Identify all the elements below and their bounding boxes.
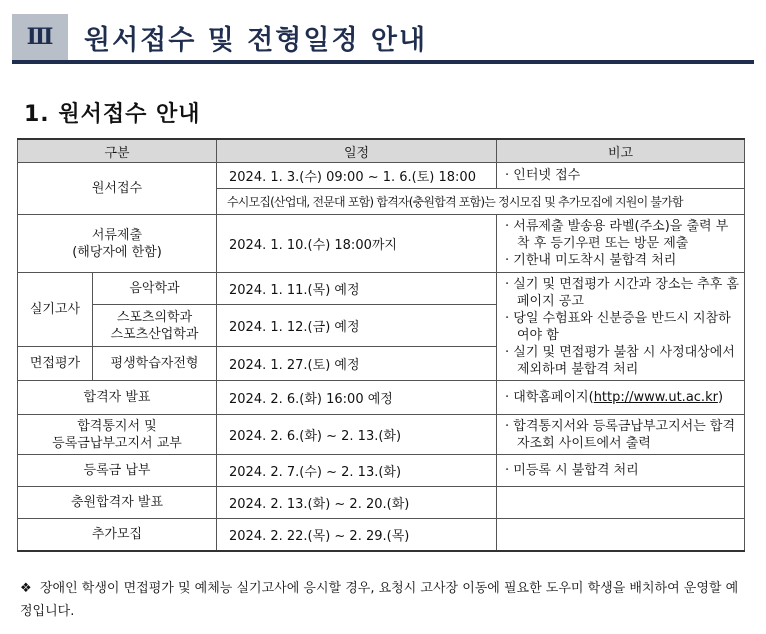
note-practical-line-3: · 실기 및 면접평가 불참 시 사정대상에서 제외하며 불합격 처리 [505, 344, 735, 377]
date-extra: 2024. 2. 22.(목) ~ 2. 29.(목) [217, 519, 497, 551]
note-apply-restriction: 수시모집(산업대, 전문대 포함) 합격자(충원합격 포함)는 정시모집 및 추가모집에 지원이 불가함 [217, 189, 745, 215]
table-row [18, 487, 745, 519]
note-practical-line-1: · 실기 및 면접평가 시간과 장소는 추후 홈페이지 공고 [505, 276, 739, 309]
row-label-sports [93, 305, 217, 347]
date-tuition: 2024. 2. 7.(수) ~ 2. 13.(화) [217, 455, 497, 487]
table-row [18, 163, 745, 189]
note-additional-result [497, 487, 745, 519]
row-group-interview: 면접평가 [18, 347, 93, 381]
note-practical [497, 273, 745, 381]
table-row [18, 273, 745, 305]
notice-label-1: 합격통지서 및 [77, 418, 157, 434]
subsection-title: 1. 원서접수 안내 [24, 102, 201, 127]
docs-label: 서류제출 [91, 227, 143, 243]
note-extra [497, 519, 745, 551]
docs-sublabel: (해당자에 한함) [72, 244, 162, 260]
row-label-notice [18, 415, 217, 455]
row-label-extra: 추가모집 [18, 519, 217, 551]
section-number-badge: Ⅲ [12, 14, 68, 60]
date-music: 2024. 1. 11.(목) 예정 [217, 273, 497, 305]
sports-label-2: 스포츠산업학과 [110, 326, 199, 342]
note-result-prefix: · 대학홈페이지( [505, 390, 594, 405]
section-header [12, 14, 754, 62]
row-label-docs [18, 215, 217, 273]
table-row [18, 519, 745, 551]
sports-label-1: 스포츠의학과 [116, 309, 193, 325]
header-schedule: 일정 [217, 139, 497, 163]
date-docs: 2024. 1. 10.(수) 18:00까지 [217, 215, 497, 273]
date-additional-result: 2024. 2. 13.(화) ~ 2. 20.(화) [217, 487, 497, 519]
schedule-table [17, 138, 745, 552]
notice-label-2: 등록금납부고지서 교부 [52, 435, 182, 451]
row-group-practical: 실기고사 [18, 273, 93, 347]
note-result-suffix: ) [717, 390, 724, 405]
footnote-text: 장애인 학생이 면접평가 및 예체능 실기고사에 응시할 경우, 요청시 고사장 이동에 필요한 도우미 학생을 배치하여 운영할 예정입니다. [20, 581, 739, 619]
note-result [497, 381, 745, 415]
university-homepage-link[interactable]: http://www.ut.ac.kr [593, 390, 718, 405]
note-tuition: · 미등록 시 불합격 처리 [497, 455, 745, 487]
header-rule [12, 60, 754, 64]
row-label-music: 음악학과 [93, 273, 217, 305]
header-remarks: 비고 [497, 139, 745, 163]
date-interview: 2024. 1. 27.(토) 예정 [217, 347, 497, 381]
table-row [18, 415, 745, 455]
header-category: 구분 [18, 139, 217, 163]
date-sports: 2024. 1. 12.(금) 예정 [217, 305, 497, 347]
note-docs-line-1: · 서류제출 발송용 라벨(주소)을 출력 부착 후 등기우편 또는 방문 제출 [505, 219, 729, 251]
row-label-lifelong: 평생학습자전형 [93, 347, 217, 381]
date-result: 2024. 2. 6.(화) 16:00 예정 [217, 381, 497, 415]
footnote [20, 577, 750, 623]
row-label-result: 합격자 발표 [18, 381, 217, 415]
note-practical-line-2: · 당일 수험표와 신분증을 반드시 지참하여야 함 [505, 310, 731, 343]
note-docs [497, 215, 745, 273]
row-label-additional-result: 충원합격자 발표 [18, 487, 217, 519]
note-apply: · 인터넷 접수 [497, 163, 745, 189]
diamond-bullet-icon: ❖ [20, 581, 32, 596]
note-docs-line-2: · 기한내 미도착시 불합격 처리 [505, 253, 677, 268]
table-row [18, 215, 745, 273]
note-notice [497, 415, 745, 455]
section-title: 원서접수 및 전형일정 안내 [84, 25, 428, 56]
table-row [18, 381, 745, 415]
note-notice-line: · 합격통지서와 등록금납부고지서는 합격자조회 사이트에서 출력 [505, 418, 736, 451]
row-label-tuition: 등록금 납부 [18, 455, 217, 487]
table-row [18, 455, 745, 487]
row-label-apply: 원서접수 [18, 163, 217, 215]
date-apply: 2024. 1. 3.(수) 09:00 ~ 1. 6.(토) 18:00 [217, 163, 497, 189]
date-notice: 2024. 2. 6.(화) ~ 2. 13.(화) [217, 415, 497, 455]
table-header-row [18, 139, 745, 163]
